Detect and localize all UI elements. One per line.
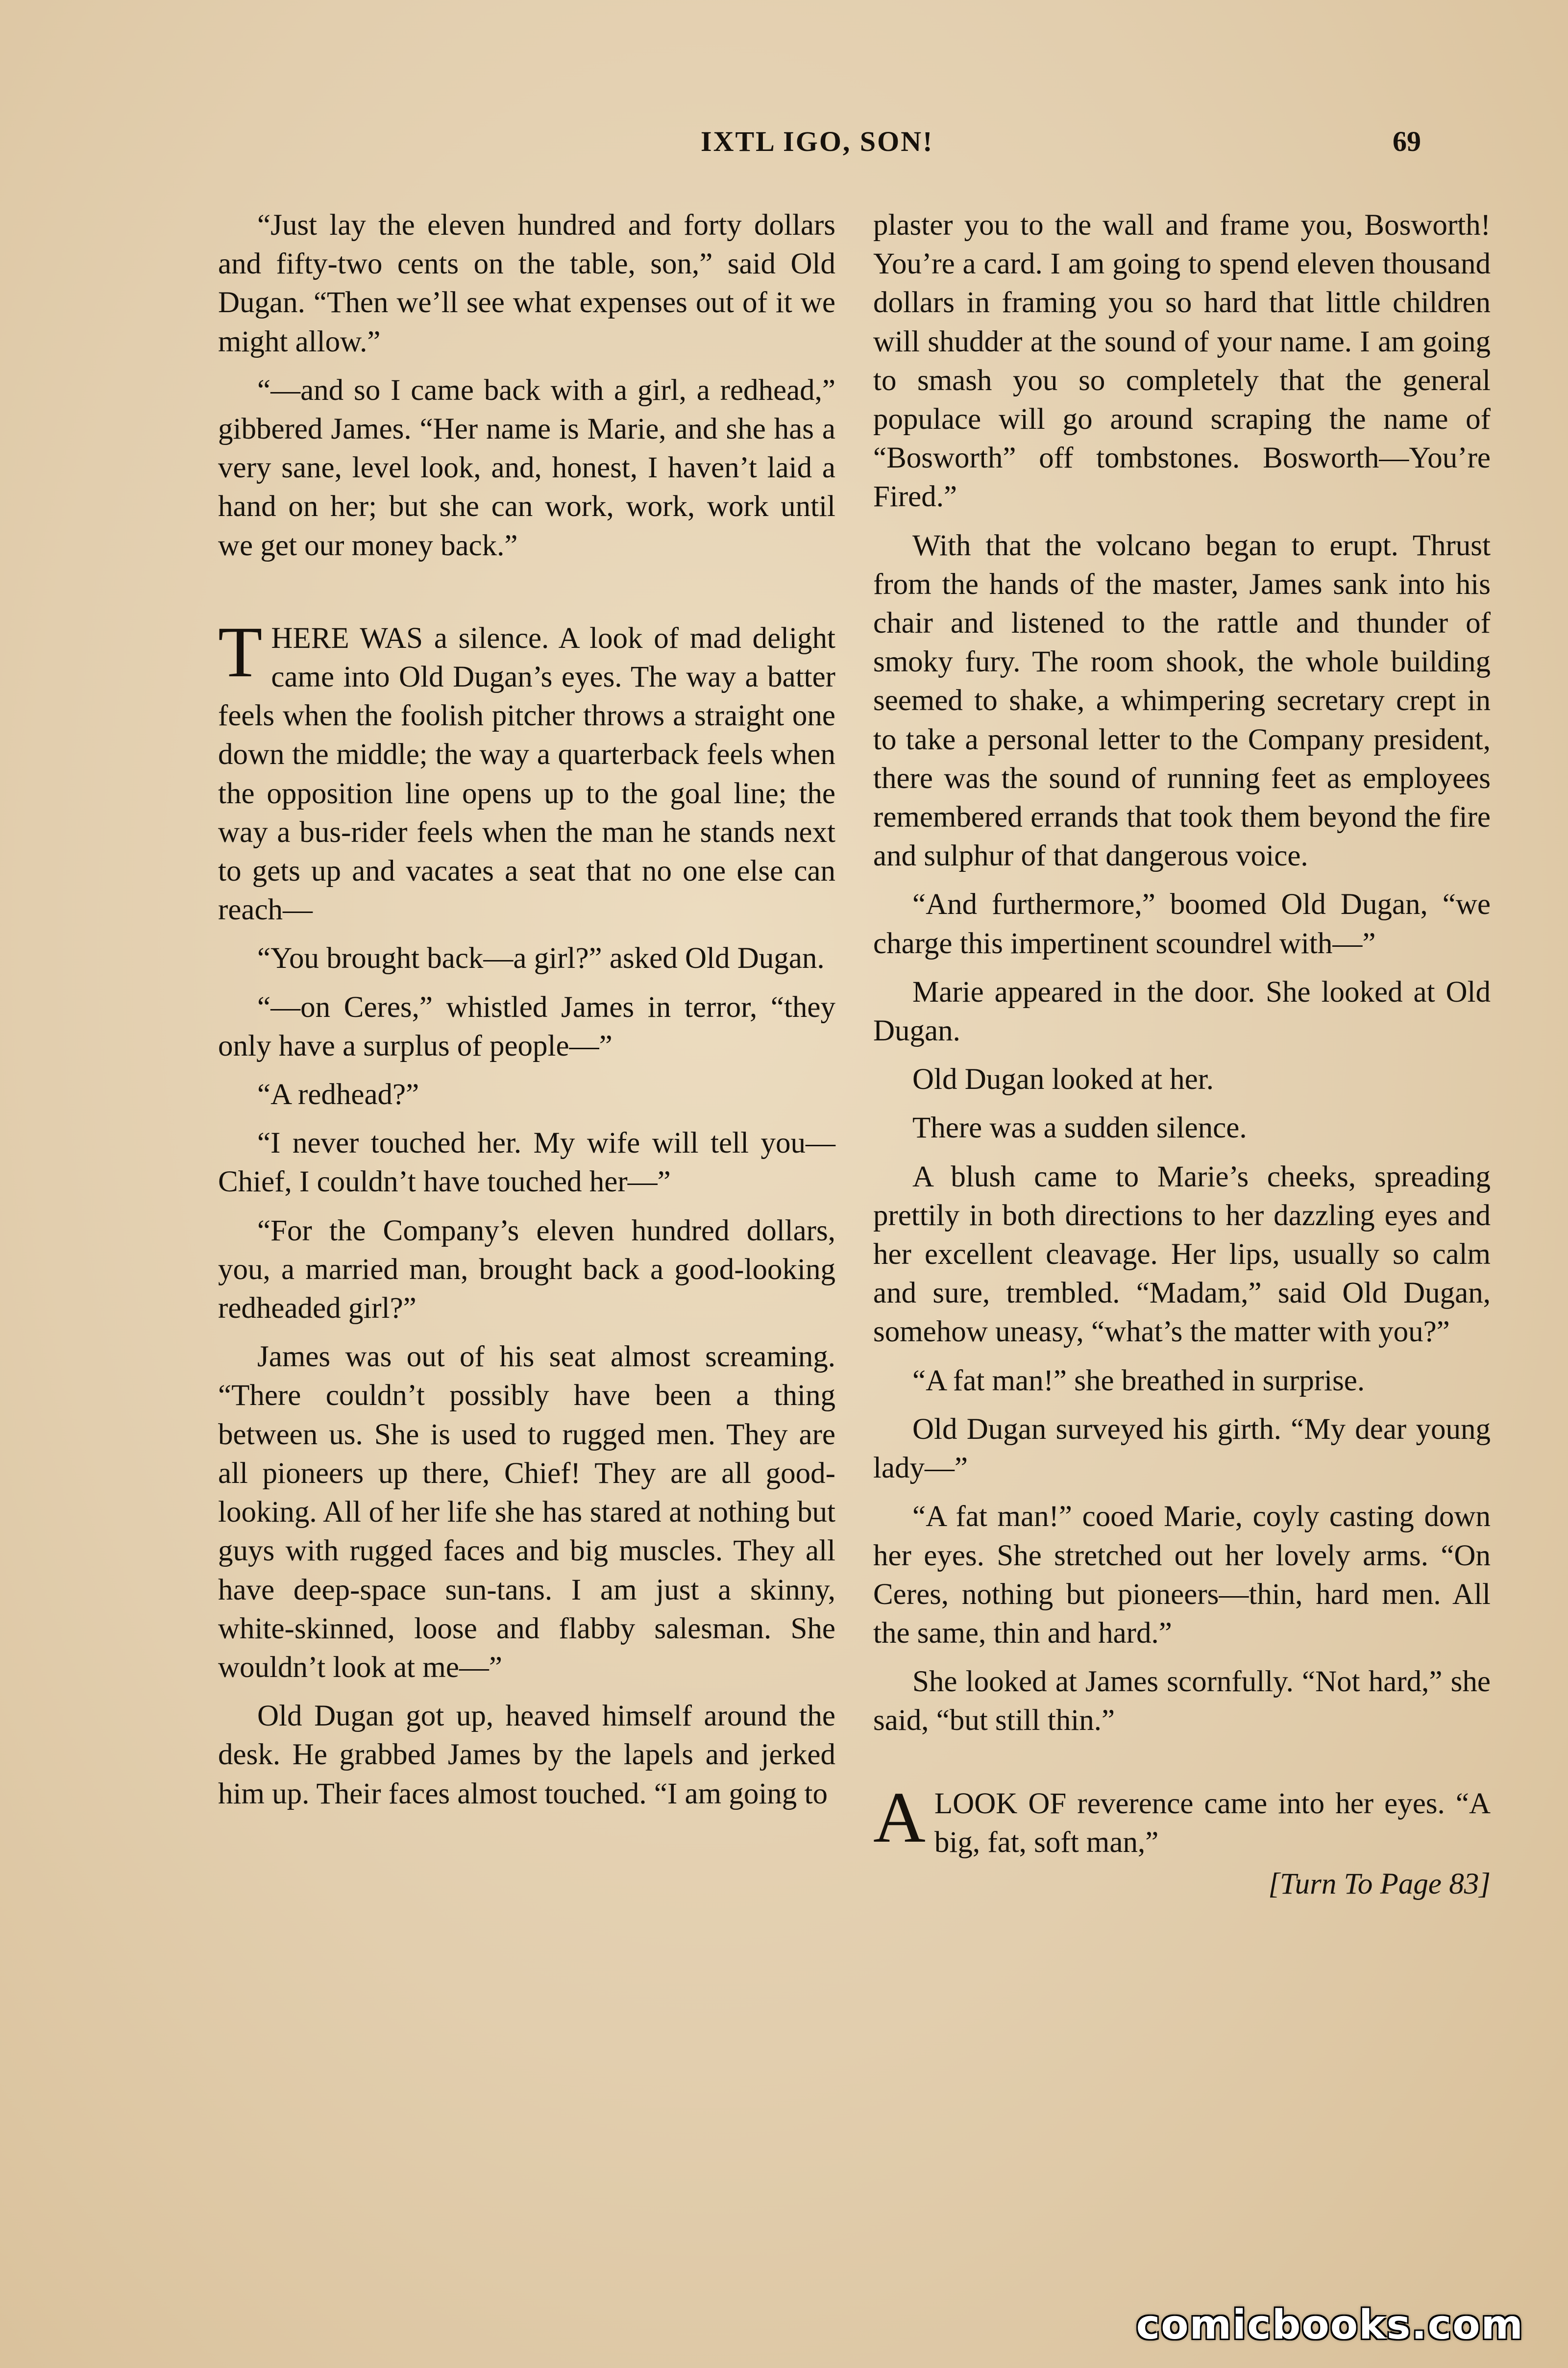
paragraph: “A redhead?” [257,1078,419,1111]
paragraph: With that the volcano began to erupt. Thrust from the hands of the master, James sank into his chair and listened to the rattle and thunder of smoky fury. The room shook, the whole building seemed to shake, a whimpering secretary crept in to take a personal letter to the Company president, there was the sound of running feet as employees remembered errands that took them beyond the fire and sulphur of that dangerous voice. [873,529,1491,873]
left-column [218,206,835,1813]
paragraph: “A fat man!” she breathed in surprise. [912,1364,1365,1397]
paragraph: Old Dugan got up, heaved himself around the desk. He grabbed James by the lapels and jerked him up. Their faces almost touched. “I am going to [218,1700,835,1810]
paragraph: “—and so I came back with a girl, a redhead,” gibbered James. “Her name is Marie, and she has a very sane, level look, and, honest, I haven’t laid a hand on her; but she can work, work, work until we get our money back.” [218,373,835,562]
section-paragraph [873,1777,1491,1862]
paragraph: “A fat man!” cooed Marie, coyly casting down her eyes. She stretched out her lovely arms. “On Ceres, nothing but pioneers—thin, hard men. All the same, thin and hard.” [873,1500,1491,1650]
section-text: LOOK OF reverence came into her eyes. “A big, fat, soft man,” [934,1787,1491,1859]
paragraph: “And furthermore,” boomed Old Dugan, “we charge this impertinent scoundrel with—” [873,888,1491,960]
paragraph: “You brought back—a girl?” asked Old Dugan. [257,942,825,975]
watermark: comicbooks.com [1136,2302,1524,2348]
paragraph: Old Dugan looked at her. [912,1063,1214,1096]
paragraph: She looked at James scornfully. “Not hard,” she said, “but still thin.” [873,1665,1491,1737]
section-text: HERE WAS a silence. A look of mad delight came into Old Dugan’s eyes. The way a batter feels when the foolish pitcher throws a straight one down the middle; the way a quarterback feels when the opposition line opens up to the goal line; the way a bus-rider feels when the man he stands next to gets up and vacates a seat that no one else can reach— [218,621,835,927]
page-number: 69 [1393,125,1421,157]
drop-cap: T [218,612,263,692]
paragraph: James was out of his seat almost screaming. “There couldn’t possibly have been a thing between us. She is used to rugged men. They are all pioneers up there, Chief! They are all good-looking. All of her life she has stared at nothing but guys with rugged faces and big muscles. They all have deep-space sun-tans. I am just a skinny, white-skinned, loose and flabby salesman. She wouldn’t look at me—” [218,1340,835,1684]
right-column [873,206,1491,1903]
section-paragraph [218,612,835,930]
running-header [216,125,1490,164]
paragraph: plaster you to the wall and frame you, Bosworth! You’re a card. I am going to spend eleven thousand dollars in framing you so hard that little children will shudder at the sound of your name. I am going to smash you so completely that the general populace will go around scraping the name of “Bosworth” off tombstones. Bosworth—You’re Fired.” [873,209,1491,514]
continuation-note: [Turn To Page 83] [1268,1867,1491,1900]
paragraph: A blush came to Marie’s cheeks, spreading prettily in both directions to her dazzling eyes and her excellent cleavage. Her lips, usually so calm and sure, trembled. “Madam,” said Old Dugan, somehow uneasy, “what’s the matter with you?” [873,1160,1491,1349]
paragraph: “—on Ceres,” whistled James in terror, “they only have a surplus of people—” [218,990,835,1062]
paragraph: Marie appeared in the door. She looked at Old Dugan. [873,975,1491,1048]
paragraph: “Just lay the eleven hundred and forty dollars and fifty-two cents on the table, son,” said Old Dugan. “Then we’ll see what expenses out of it we might allow.” [218,209,835,358]
paragraph: Old Dugan surveyed his girth. “My dear young lady—” [873,1412,1491,1485]
paragraph: “For the Company’s eleven hundred dollars, you, a married man, brought back a good-looking redheaded girl?” [218,1214,835,1325]
drop-cap: A [873,1777,926,1858]
story-title: IXTL IGO, SON! [701,125,934,157]
paragraph: “I never touched her. My wife will tell you— Chief, I couldn’t have touched her—” [218,1127,835,1199]
paragraph: There was a sudden silence. [912,1111,1247,1145]
